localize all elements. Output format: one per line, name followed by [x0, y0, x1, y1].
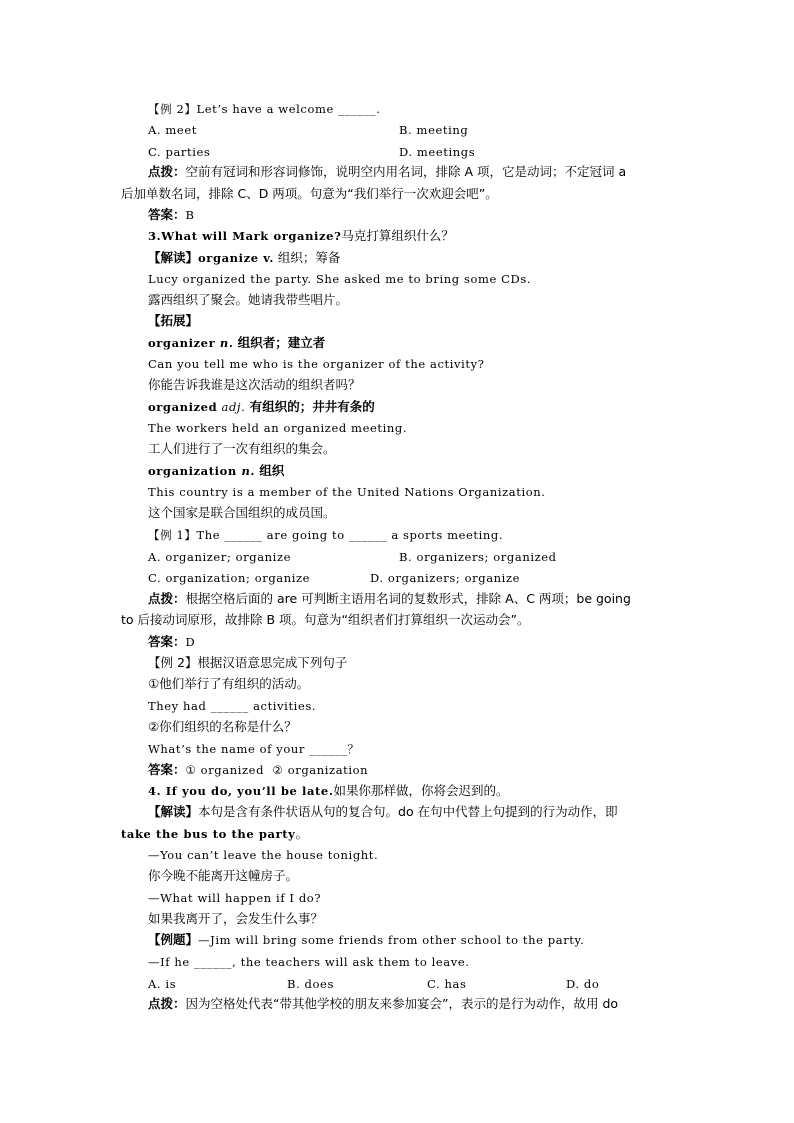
hint-line-cont: to 后接动词原形，故排除 B 项。句意为“组织者们打算组织一次运动会”。	[121, 612, 530, 627]
answer-line: 答案：D	[148, 634, 196, 649]
extension-heading: 【拓展】	[148, 313, 199, 328]
section-4-heading: 4. If you do, you’ll be late.如果你那样做，你将会迟到的。	[148, 783, 509, 798]
option-b: B. does	[287, 977, 334, 991]
dialogue-translation: 你今晚不能离开这幢房子。	[148, 868, 299, 883]
option-d: D. organizers; organize	[370, 571, 521, 585]
hint-line: 点拨：根据空格后面的 are 可判断主语用名词的复数形式，排除 A、C 两项；be going	[148, 591, 631, 606]
exercise-question-cont: —If he ______, the teachers will ask them to leave.	[148, 955, 470, 969]
option-a: A. organizer; organize	[148, 550, 292, 564]
dialogue-translation: 如果我离开了，会发生什么事？	[148, 911, 324, 926]
example-sentence: Lucy organized the party. She asked me to bring some CDs.	[148, 272, 532, 286]
dialogue-line: —What will happen if I do?	[148, 891, 322, 905]
option-d: D. do	[566, 977, 600, 991]
exercise-question: 【例题】—Jim will bring some friends from other school to the party.	[148, 932, 585, 947]
example-translation: 你能告诉我谁是这次活动的组织者吗？	[148, 377, 361, 392]
answer-line: 答案：B	[148, 207, 195, 222]
option-c: C. organization; organize	[148, 571, 311, 585]
example-1-question: 【例 1】The ______ are going to ______ a sports meeting.	[148, 528, 504, 542]
explanation-line-cont: take the bus to the party。	[121, 826, 308, 841]
vocab-organizer: organizer n. 组织者；建立者	[148, 335, 326, 350]
example-translation: 露西组织了聚会。她请我带些唱片。	[148, 292, 349, 307]
example-translation: 工人们进行了一次有组织的集会。	[148, 441, 336, 456]
dialogue-line: —You can’t leave the house tonight.	[148, 848, 379, 862]
option-c: C. parties	[148, 145, 211, 159]
example-translation: 这个国家是联合国组织的成员国。	[148, 505, 336, 520]
hint-line: 点拨：因为空格处代表“带其他学校的朋友来参加宴会”，表示的是行为动作，故用 do	[148, 996, 619, 1011]
option-b: B. organizers; organized	[399, 550, 557, 564]
example-2-question: 【例 2】Let’s have a welcome ______.	[148, 102, 381, 116]
vocab-organization: organization n. 组织	[148, 463, 285, 478]
explanation-line: 【解读】本句是含有条件状语从句的复合句。do 在句中代替上句提到的行为动作，即	[148, 804, 618, 819]
hint-line: 点拨：空前有冠词和形容词修饰，说明空内用名词，排除 A 项，它是动词；不定冠词 a	[148, 164, 627, 179]
option-c: C. has	[427, 977, 467, 991]
example-sentence: The workers held an organized meeting.	[148, 421, 408, 435]
option-d: D. meetings	[399, 145, 476, 159]
option-a: A. is	[148, 977, 177, 991]
example-2-instruction: 【例 2】根据汉语意思完成下列句子	[148, 655, 348, 670]
option-a: A. meet	[148, 123, 197, 137]
example-sentence: Can you tell me who is the organizer of the activity?	[148, 357, 485, 371]
vocab-organized: organized adj. 有组织的；井井有条的	[148, 399, 375, 414]
option-b: B. meeting	[399, 123, 469, 137]
hint-line-cont: 后加单数名词，排除 C、D 两项。句意为“我们举行一次欢迎会吧”。	[121, 186, 498, 201]
explanation-line: 【解读】organize v. 组织；筹备	[148, 250, 341, 265]
example-sentence: This country is a member of the United Nations Organization.	[148, 485, 546, 499]
exercise-item-2: ②你们组织的名称是什么？	[148, 719, 297, 734]
exercise-blank-1: They had ______ activities.	[148, 699, 317, 713]
answer-line: 答案：① organized ② organization	[148, 762, 369, 777]
exercise-blank-2: What’s the name of your ______？	[148, 742, 360, 756]
exercise-item-1: ①他们举行了有组织的活动。	[148, 676, 310, 691]
section-3-heading: 3.What will Mark organize?马克打算组织什么？	[148, 228, 454, 243]
